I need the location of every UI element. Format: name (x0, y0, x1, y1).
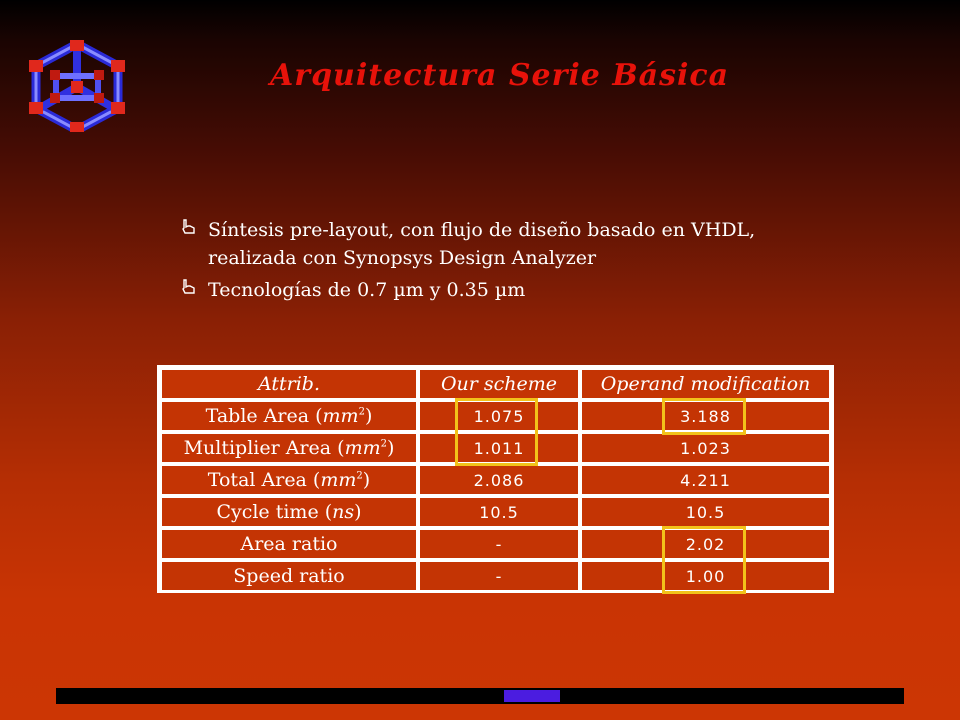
operand-modification-value: 10.5 (580, 496, 831, 528)
operand-modification-value: 2.02 (580, 528, 831, 560)
table-row (160, 496, 831, 528)
cube-lattice-logo-icon (28, 40, 126, 132)
our-scheme-value: 2.086 (418, 464, 580, 496)
column-header-operand-modification: Operand modification (580, 368, 831, 400)
bottom-progress-marker (504, 690, 560, 702)
row-attribute: Total Area $(mm^2)$ (160, 464, 418, 496)
our-scheme-value: 10.5 (418, 496, 580, 528)
bullet-item (180, 216, 830, 272)
operand-modification-value: 4.211 (580, 464, 831, 496)
our-scheme-value: 1.011 (418, 432, 580, 464)
bullet-text: Tecnologías de 0.7 µm y 0.35 µm (208, 279, 526, 301)
row-attribute: Multiplier Area $(mm^2)$ (160, 432, 418, 464)
operand-modification-value: 3.188 (580, 400, 831, 432)
column-header-our-scheme: Our scheme (418, 368, 580, 400)
highlight-box (455, 398, 538, 466)
bullet-text: Síntesis pre-layout, con flujo de diseño basado en VHDL, realizada con Synopsys Design Analyzer (208, 219, 756, 269)
row-attribute: Cycle time (ns) (160, 496, 418, 528)
bottom-progress-bar (56, 688, 904, 704)
operand-modification-value: 1.00 (580, 560, 831, 592)
slide-title: Arquitectura Serie Básica (270, 58, 730, 93)
column-header-attrib: Attrib. (160, 368, 418, 400)
highlight-box (662, 526, 746, 594)
our-scheme-value: - (418, 560, 580, 592)
our-scheme-value: 1.075 (418, 400, 580, 432)
row-attribute: Area ratio (160, 528, 418, 560)
row-attribute: Table Area $(mm^2)$ (160, 400, 418, 432)
table-row (160, 464, 831, 496)
bullet-list (180, 216, 830, 308)
our-scheme-value: - (418, 528, 580, 560)
row-attribute: Speed ratio (160, 560, 418, 592)
table-header-row (160, 368, 831, 400)
operand-modification-value: 1.023 (580, 432, 831, 464)
highlight-box (662, 398, 746, 435)
hand-pointer-icon (180, 278, 198, 296)
bullet-item (180, 276, 830, 304)
hand-pointer-icon (180, 218, 198, 236)
